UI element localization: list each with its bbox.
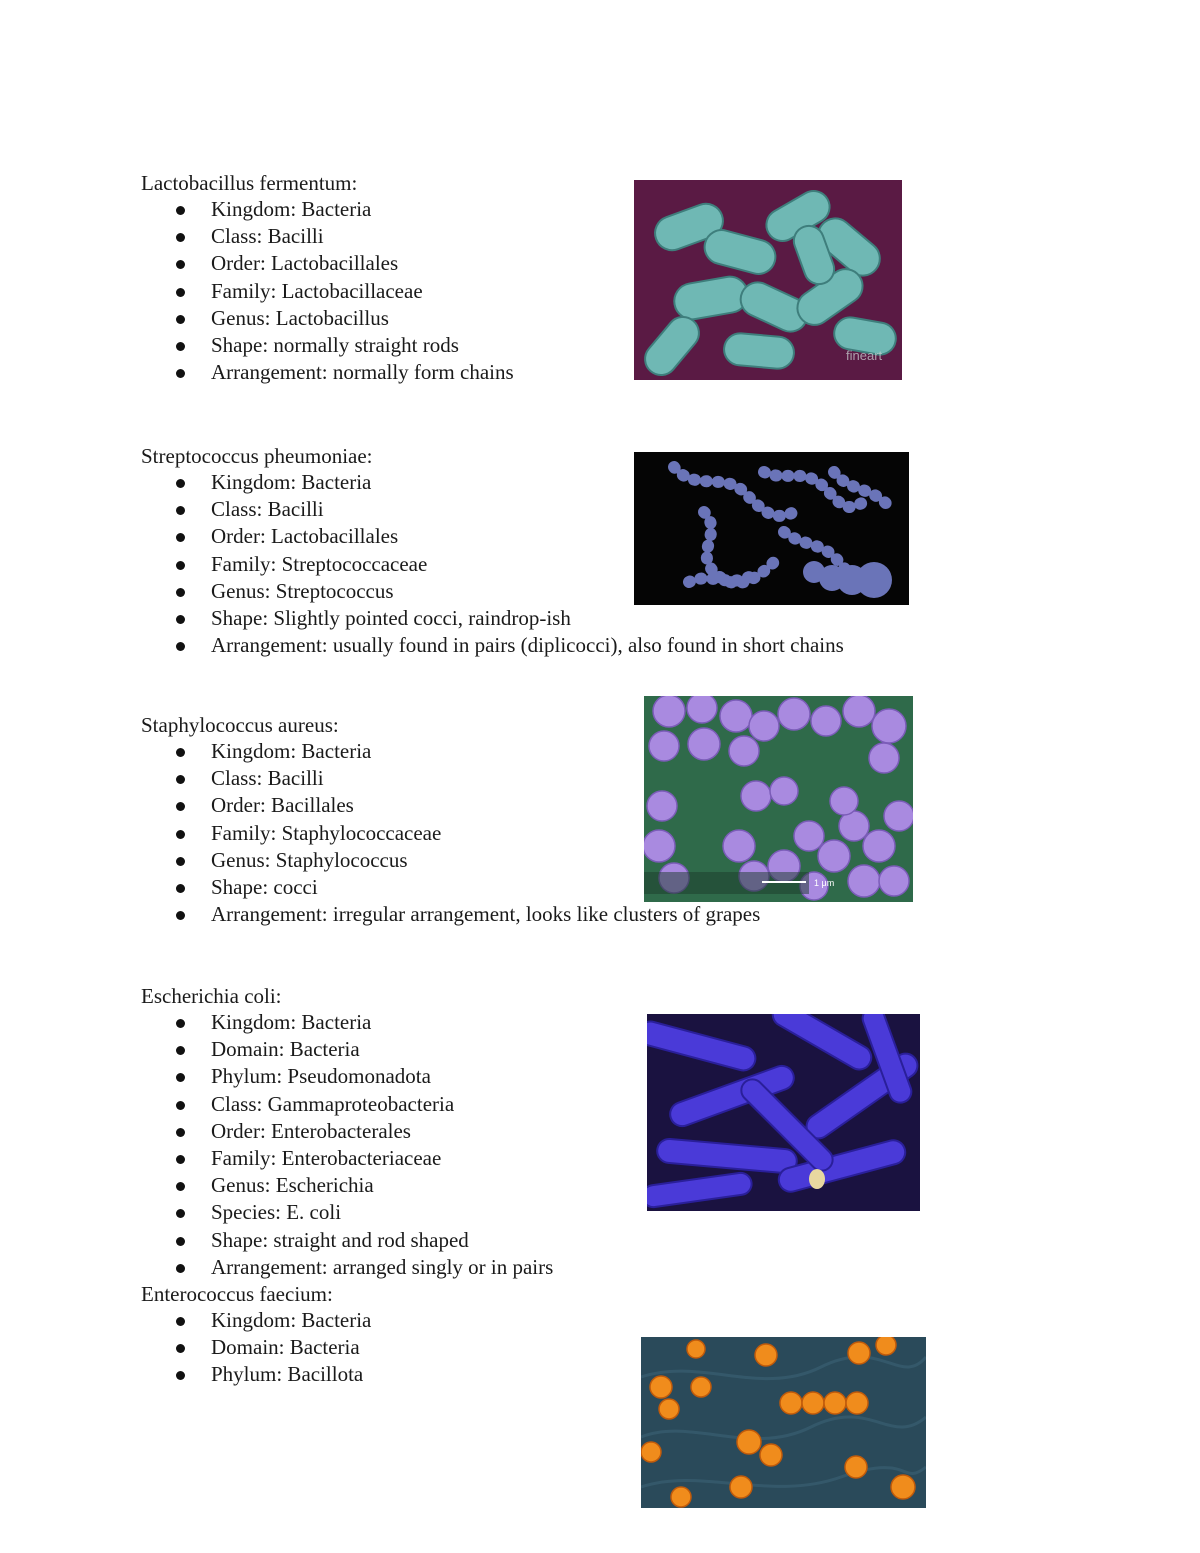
organism-heading: Staphylococcus aureus: [141,713,339,737]
list-item: Family: Enterobacteriaceae [141,1145,1041,1172]
list-item: Kingdom: Bacteria [141,738,1041,765]
list-item: Order: Lactobacillales [141,523,1041,550]
list-item: Order: Enterobacterales [141,1118,1041,1145]
list-item: Genus: Streptococcus [141,578,1041,605]
list-item: Kingdom: Bacteria [141,196,1041,223]
photo-watermark: fineart [846,348,883,363]
streptococcus-photo [634,452,909,605]
list-item: Genus: Staphylococcus [141,847,1041,874]
list-item: Shape: normally straight rods [141,332,1041,359]
list-item: Shape: straight and rod shaped [141,1227,1041,1254]
list-item: Class: Bacilli [141,496,1041,523]
photo-scalebar-label: 1 μm [814,878,835,888]
list-item: Phylum: Bacillota [141,1361,1041,1388]
list-item: Class: Bacilli [141,223,1041,250]
list-item: Arrangement: normally form chains [141,359,1041,386]
list-item: Shape: Slightly pointed cocci, raindrop-ish [141,605,1041,632]
organism-heading: Streptococcus pheumoniae: [141,444,373,468]
organism-heading: Lactobacillus fermentum: [141,171,358,195]
organism-heading: Enterococcus faecium: [141,1282,333,1306]
list-item: Arrangement: usually found in pairs (diplicocci), also found in short chains [141,632,1041,659]
list-item: Shape: cocci [141,874,1041,901]
list-item: Class: Bacilli [141,765,1041,792]
list-item: Kingdom: Bacteria [141,1307,1041,1334]
list-item: Domain: Bacteria [141,1334,1041,1361]
list-item: Order: Bacillales [141,792,1041,819]
section-lactobacillus [141,170,1041,386]
list-item: Family: Staphylococcaceae [141,820,1041,847]
list-item: Phylum: Pseudomonadota [141,1063,1041,1090]
list-item: Class: Gammaproteobacteria [141,1091,1041,1118]
organism-heading: Escherichia coli: [141,984,282,1008]
list-item: Family: Lactobacillaceae [141,278,1041,305]
list-item: Arrangement: irregular arrangement, looks like clusters of grapes [141,901,1041,928]
taxonomy-list [141,196,1041,386]
list-item: Genus: Lactobacillus [141,305,1041,332]
list-item: Domain: Bacteria [141,1036,1041,1063]
list-item: Family: Streptococcaceae [141,551,1041,578]
list-item: Order: Lactobacillales [141,250,1041,277]
list-item: Kingdom: Bacteria [141,1009,1041,1036]
list-item: Species: E. coli [141,1199,1041,1226]
list-item: Arrangement: arranged singly or in pairs [141,1254,1041,1281]
staphylococcus-photo [644,696,913,902]
lactobacillus-photo [634,180,902,380]
list-item: Genus: Escherichia [141,1172,1041,1199]
escherichia-coli-photo [647,1014,920,1211]
enterococcus-photo [641,1337,926,1508]
list-item: Kingdom: Bacteria [141,469,1041,496]
